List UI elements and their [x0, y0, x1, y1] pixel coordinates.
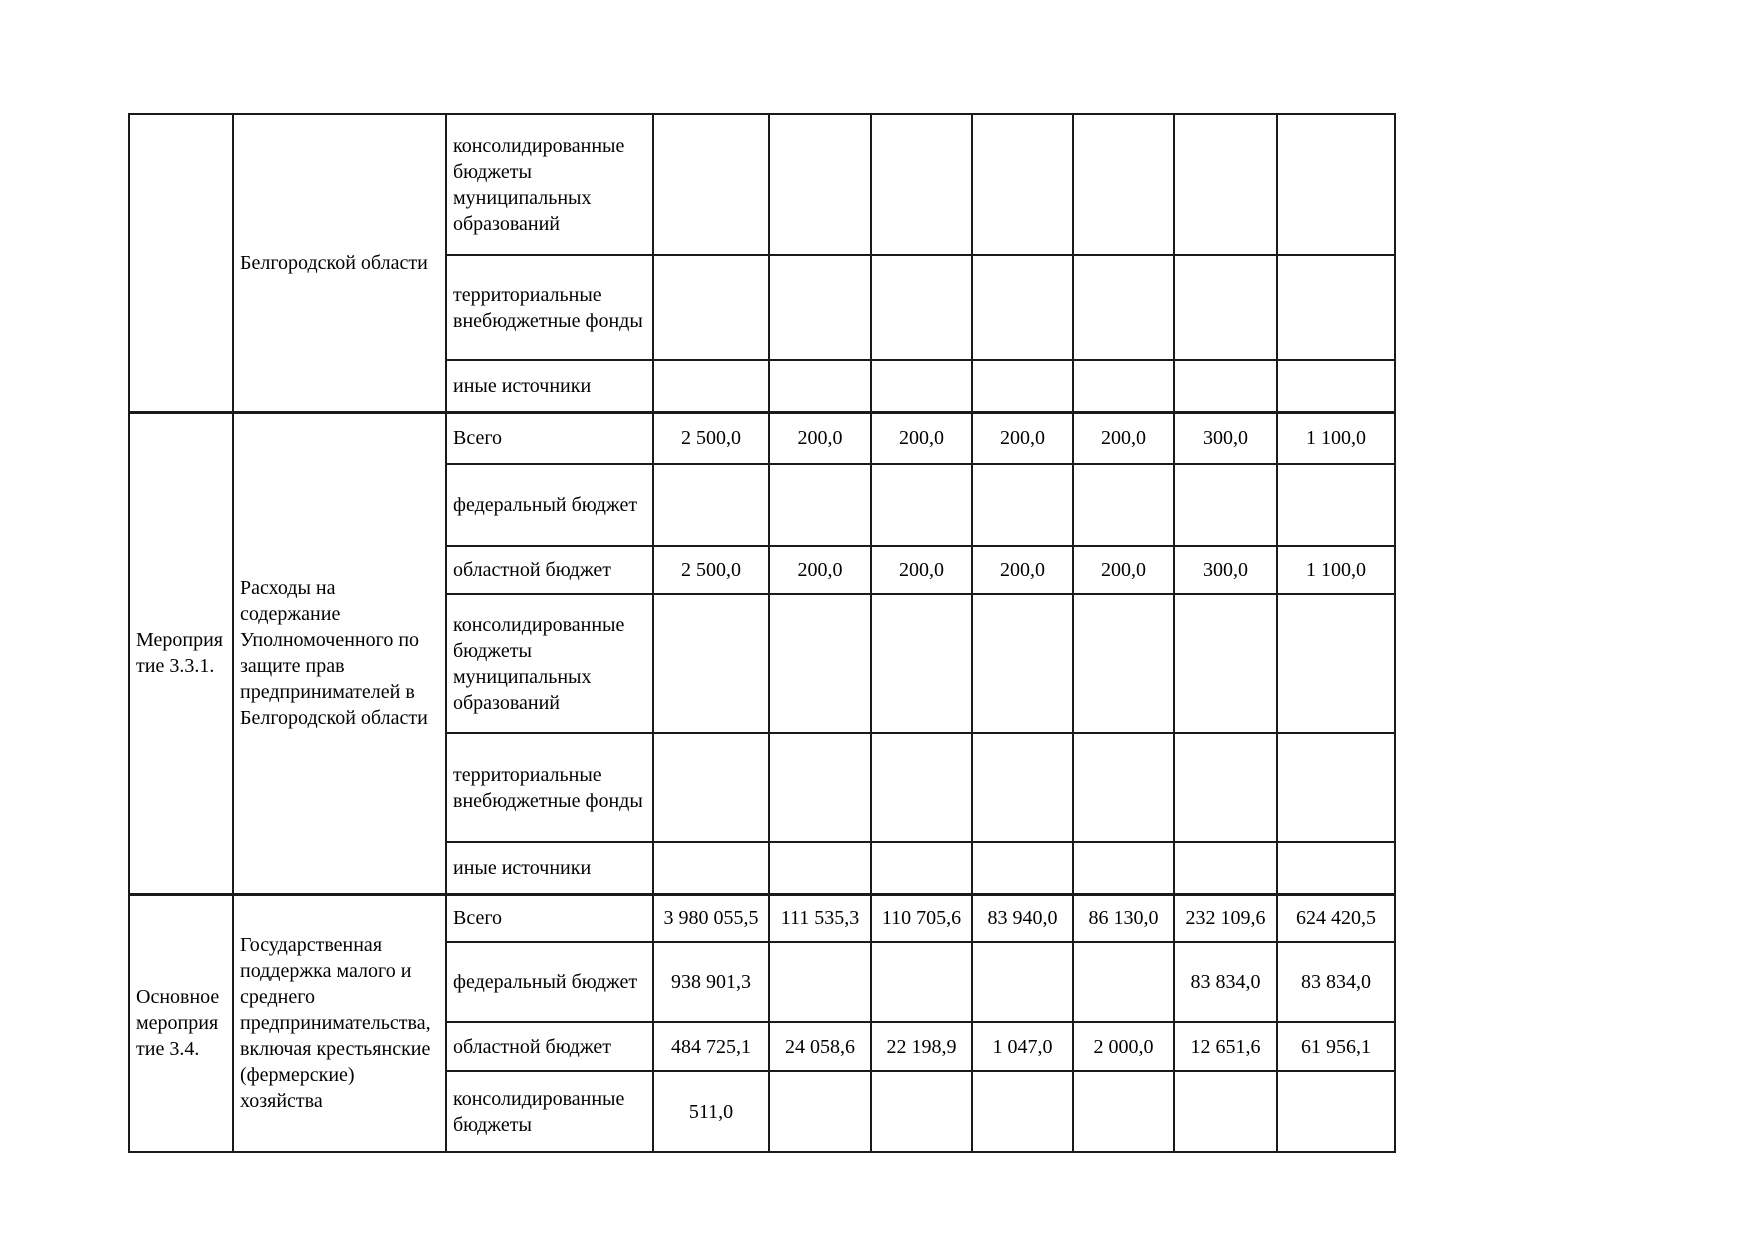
- table-row: [129, 412, 1395, 464]
- activity-description-cell: Белгородской области: [233, 114, 446, 412]
- activity-description-cell: Расходы на содержание Уполномоченного по защите прав предпринимателей в Белгородской области: [233, 412, 446, 894]
- amount-cell: [1174, 594, 1277, 733]
- amount-cell: [1174, 842, 1277, 894]
- amount-cell: 2 500,0: [653, 412, 769, 464]
- amount-cell: [1174, 733, 1277, 842]
- amount-cell: [1073, 255, 1174, 360]
- funding-source-cell: федеральный бюджет: [446, 942, 653, 1022]
- funding-source-cell: территориальные внебюджетные фонды: [446, 255, 653, 360]
- amount-cell: [972, 942, 1073, 1022]
- amount-cell: [769, 733, 871, 842]
- amount-cell: 86 130,0: [1073, 894, 1174, 942]
- funding-source-cell: иные источники: [446, 360, 653, 412]
- amount-cell: [1073, 464, 1174, 546]
- amount-cell: [653, 114, 769, 255]
- amount-cell: [871, 360, 972, 412]
- amount-cell: 83 834,0: [1277, 942, 1395, 1022]
- amount-cell: 624 420,5: [1277, 894, 1395, 942]
- amount-cell: [1277, 114, 1395, 255]
- amount-cell: [972, 1071, 1073, 1152]
- amount-cell: [1073, 1071, 1174, 1152]
- amount-cell: [972, 733, 1073, 842]
- activity-description-cell: Государственная поддержка малого и среднего предпринимательства, включая крестьянские (фермерские) хозяйства: [233, 894, 446, 1152]
- amount-cell: [972, 255, 1073, 360]
- activity-label-cell: [129, 114, 233, 412]
- amount-cell: 110 705,6: [871, 894, 972, 942]
- funding-source-cell: областной бюджет: [446, 1022, 653, 1071]
- amount-cell: [972, 464, 1073, 546]
- amount-cell: 511,0: [653, 1071, 769, 1152]
- amount-cell: 61 956,1: [1277, 1022, 1395, 1071]
- amount-cell: [1277, 733, 1395, 842]
- amount-cell: [1174, 255, 1277, 360]
- amount-cell: [1174, 360, 1277, 412]
- amount-cell: 200,0: [769, 546, 871, 594]
- amount-cell: 111 535,3: [769, 894, 871, 942]
- amount-cell: [871, 942, 972, 1022]
- amount-cell: [1174, 464, 1277, 546]
- amount-cell: [769, 464, 871, 546]
- amount-cell: [653, 842, 769, 894]
- amount-cell: [653, 594, 769, 733]
- amount-cell: 24 058,6: [769, 1022, 871, 1071]
- table-row: [129, 894, 1395, 942]
- amount-cell: 200,0: [1073, 546, 1174, 594]
- amount-cell: 1 100,0: [1277, 412, 1395, 464]
- amount-cell: [1073, 733, 1174, 842]
- amount-cell: [1073, 360, 1174, 412]
- amount-cell: [769, 255, 871, 360]
- funding-source-cell: Всего: [446, 894, 653, 942]
- table-row: [129, 114, 1395, 255]
- amount-cell: [1073, 842, 1174, 894]
- amount-cell: [972, 594, 1073, 733]
- amount-cell: 232 109,6: [1174, 894, 1277, 942]
- budget-table: [128, 113, 1396, 1153]
- amount-cell: [1277, 464, 1395, 546]
- amount-cell: [769, 942, 871, 1022]
- amount-cell: [972, 114, 1073, 255]
- funding-source-cell: Всего: [446, 412, 653, 464]
- funding-source-cell: федеральный бюджет: [446, 464, 653, 546]
- funding-source-cell: консолидированные бюджеты муниципальных образований: [446, 114, 653, 255]
- amount-cell: 83 834,0: [1174, 942, 1277, 1022]
- amount-cell: [871, 1071, 972, 1152]
- amount-cell: [769, 1071, 871, 1152]
- amount-cell: 3 980 055,5: [653, 894, 769, 942]
- amount-cell: 2 500,0: [653, 546, 769, 594]
- funding-source-cell: консолидированные бюджеты: [446, 1071, 653, 1152]
- amount-cell: [871, 733, 972, 842]
- amount-cell: [1277, 360, 1395, 412]
- amount-cell: 200,0: [972, 412, 1073, 464]
- amount-cell: [1073, 942, 1174, 1022]
- amount-cell: [1277, 842, 1395, 894]
- amount-cell: 83 940,0: [972, 894, 1073, 942]
- amount-cell: [1174, 1071, 1277, 1152]
- amount-cell: [972, 842, 1073, 894]
- amount-cell: [653, 360, 769, 412]
- amount-cell: 12 651,6: [1174, 1022, 1277, 1071]
- amount-cell: [871, 594, 972, 733]
- funding-source-cell: областной бюджет: [446, 546, 653, 594]
- amount-cell: 300,0: [1174, 546, 1277, 594]
- amount-cell: 200,0: [871, 412, 972, 464]
- funding-source-cell: территориальные внебюджетные фонды: [446, 733, 653, 842]
- amount-cell: 200,0: [972, 546, 1073, 594]
- amount-cell: 200,0: [769, 412, 871, 464]
- funding-source-cell: иные источники: [446, 842, 653, 894]
- amount-cell: [871, 842, 972, 894]
- funding-source-cell: консолидированные бюджеты муниципальных образований: [446, 594, 653, 733]
- amount-cell: 938 901,3: [653, 942, 769, 1022]
- amount-cell: 1 047,0: [972, 1022, 1073, 1071]
- amount-cell: 300,0: [1174, 412, 1277, 464]
- amount-cell: [1174, 114, 1277, 255]
- activity-label-cell: Мероприятие 3.3.1.: [129, 412, 233, 894]
- amount-cell: [1073, 594, 1174, 733]
- amount-cell: 2 000,0: [1073, 1022, 1174, 1071]
- amount-cell: [769, 594, 871, 733]
- amount-cell: [653, 255, 769, 360]
- amount-cell: [1277, 255, 1395, 360]
- amount-cell: [871, 114, 972, 255]
- amount-cell: [769, 114, 871, 255]
- amount-cell: [1073, 114, 1174, 255]
- amount-cell: [972, 360, 1073, 412]
- activity-label-cell: Основное мероприятие 3.4.: [129, 894, 233, 1152]
- amount-cell: [769, 842, 871, 894]
- amount-cell: [653, 733, 769, 842]
- amount-cell: 22 198,9: [871, 1022, 972, 1071]
- amount-cell: 484 725,1: [653, 1022, 769, 1071]
- amount-cell: [871, 464, 972, 546]
- amount-cell: [653, 464, 769, 546]
- amount-cell: 200,0: [1073, 412, 1174, 464]
- amount-cell: 1 100,0: [1277, 546, 1395, 594]
- amount-cell: 200,0: [871, 546, 972, 594]
- amount-cell: [1277, 594, 1395, 733]
- amount-cell: [871, 255, 972, 360]
- amount-cell: [769, 360, 871, 412]
- amount-cell: [1277, 1071, 1395, 1152]
